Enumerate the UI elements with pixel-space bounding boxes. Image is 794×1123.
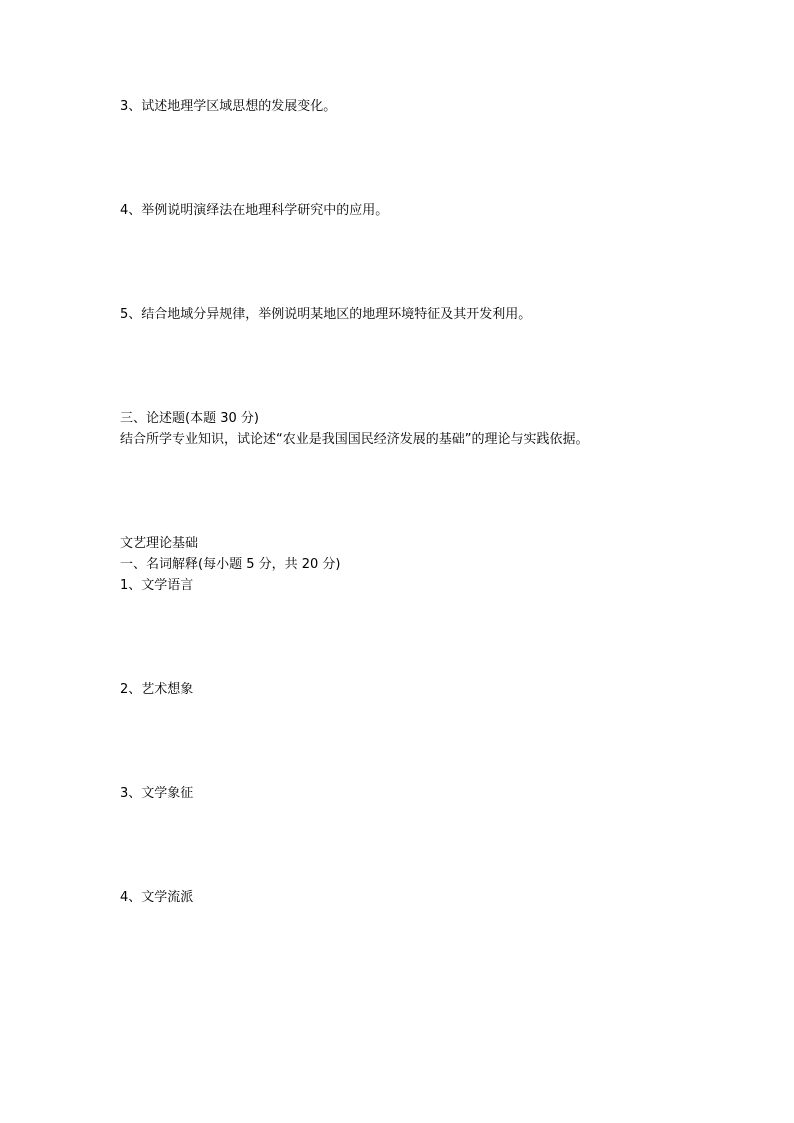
question-4: 4、举例说明演绎法在地理科学研究中的应用。 (120, 203, 389, 218)
term-1: 1、文学语言 (120, 578, 194, 593)
term-2: 2、艺术想象 (120, 682, 194, 697)
subject-title: 文艺理论基础 (120, 536, 199, 551)
part-1-heading: 一、名词解释(每小题 5 分，共 20 分) (120, 557, 341, 572)
essay-section-heading: 三、论述题(本题 30 分) (120, 411, 259, 426)
essay-question: 结合所学专业知识，试论述“农业是我国国民经济发展的基础”的理论与实践依据。 (120, 432, 589, 447)
term-4: 4、文学流派 (120, 890, 194, 905)
question-3: 3、试述地理学区域思想的发展变化。 (120, 99, 337, 114)
term-3: 3、文学象征 (120, 786, 194, 801)
question-5: 5、结合地域分异规律，举例说明某地区的地理环境特征及其开发利用。 (120, 307, 532, 322)
